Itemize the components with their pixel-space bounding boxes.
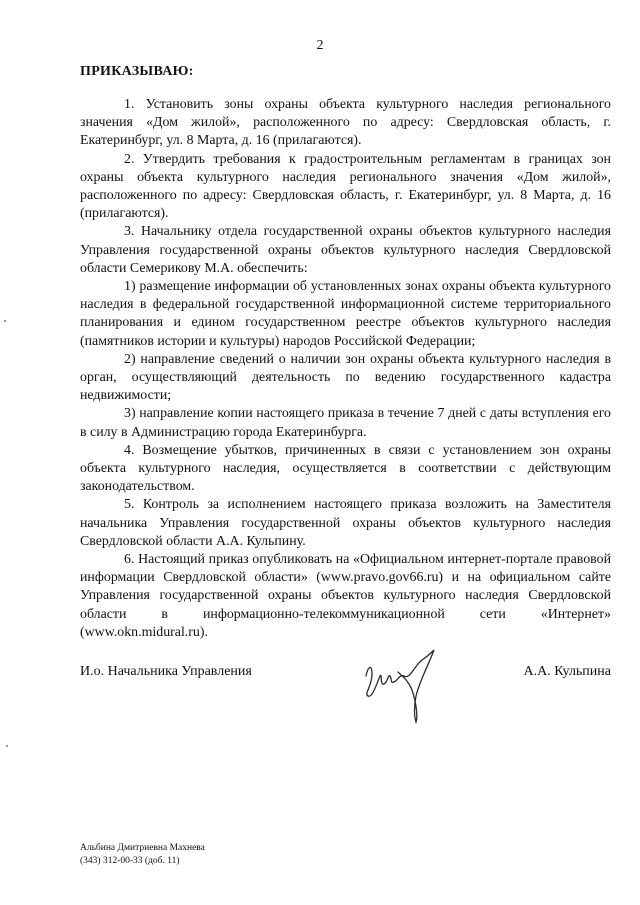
order-item-3: 3. Начальнику отдела государственной охраны объектов культурного наследия Управления государственной охраны объектов культурного наследия Свердловской области Семерикову М.А. обеспечить: <box>80 224 611 276</box>
order-item-2: 2. Утвердить требования к градостроительным регламентам в границах зон охраны объекта культурного наследия регионального значения «Дом жилой», расположенного по адресу: Свердловская область, г. Екатеринбург, ул. 8 Марта, д. 16 (прилагаются). <box>80 151 611 222</box>
order-item-1: 1. Установить зоны охраны объекта культурного наследия регионального значения «Дом жилой», расположенного по адресу: Свердловская область, г. Екатеринбург, ул. 8 Марта, д. 16 (прилагаются). <box>80 97 611 149</box>
signatory-name: А.А. Кульпина <box>523 664 611 679</box>
executor-info <box>80 842 205 868</box>
order-subitem-2: 2) направление сведений о наличии зон охраны объекта культурного наследия в орган, осуществляющий деятельность по ведению государственного кадастра недвижимости; <box>80 351 611 404</box>
page-number: 2 <box>316 38 324 53</box>
order-heading: ПРИКАЗЫВАЮ: <box>80 64 194 79</box>
order-subitem-1: 1) размещение информации об установленных зонах охраны объекта культурного наследия в федеральной государственной информационной системе территориального планирования и едином государственном реестре объектов культурного наследия (памятников истории и культуры) народов Российской Федерации; <box>80 279 611 349</box>
scan-speck <box>4 320 6 322</box>
signature-row <box>80 664 611 724</box>
order-item-4: 4. Возмещение убытков, причиненных в связи с установлением зон охраны объекта культурного наследия, осуществляется в соответствии с действующим законодательством. <box>80 442 611 495</box>
signatory-position: И.о. Начальника Управления <box>80 664 252 679</box>
order-item-6: 6. Настоящий приказ опубликовать на «Официальном интернет-портале правовой информации Свердловской области» (www.pravo.gov66.ru) и на официальном сайте Управления государственной охраны объектов культурного наследия Свердловской области в информационно-телекоммуникационной сети «Интернет» (www.okn.midural.ru). <box>80 552 611 640</box>
order-subitem-3: 3) направление копии настоящего приказа в течение 7 дней с даты вступления его в силу в Администрацию города Екатеринбурга. <box>80 406 611 440</box>
scan-speck <box>6 745 8 747</box>
order-body <box>80 96 611 642</box>
order-item-5: 5. Контроль за исполнением настоящего приказа возложить на Заместителя начальника Управления государственной охраны объектов культурного наследия Свердловской области А.А. Кульпину. <box>80 497 611 549</box>
executor-name: Альбина Дмитриевна Махнева <box>80 843 205 853</box>
handwritten-signature <box>358 646 448 726</box>
executor-phone: (343) 312-00-33 (доб. 11) <box>80 856 180 866</box>
